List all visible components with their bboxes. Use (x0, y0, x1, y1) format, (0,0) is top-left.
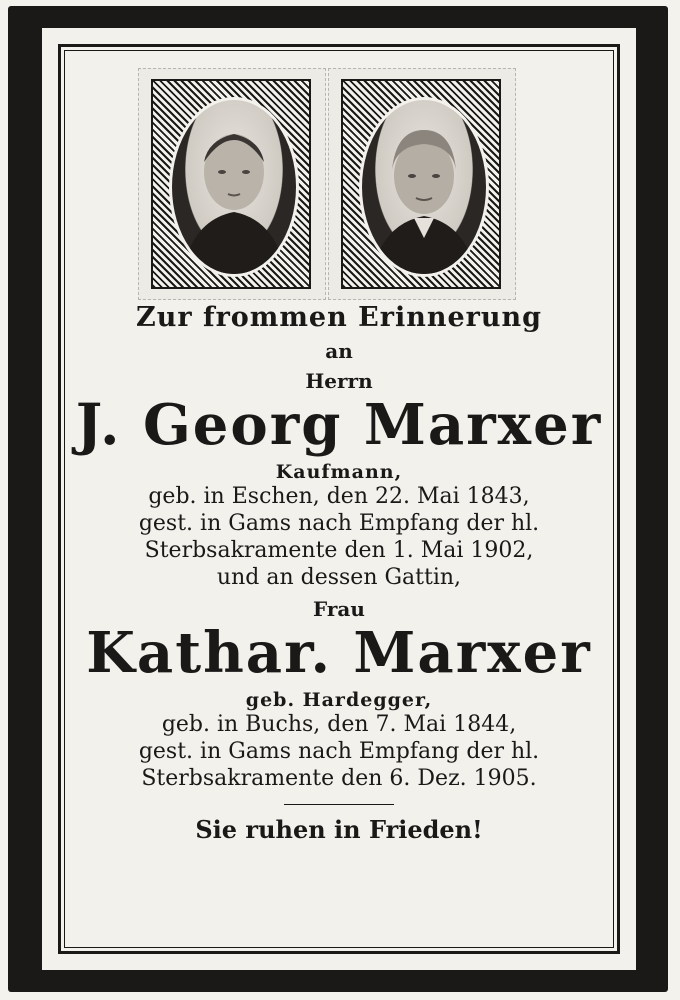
preposition-an: an (325, 339, 353, 363)
portrait-wife (169, 97, 299, 277)
wife-birth-line: geb. in Buchs, den 7. Mai 1844, (161, 712, 517, 737)
portrait-stamp-husband (328, 68, 516, 300)
husband-sacrament-line: Sterbsakramente den 1. Mai 1902, (144, 538, 534, 563)
wife-sacrament-line: Sterbsakramente den 6. Dez. 1905. (141, 766, 537, 791)
man-portrait-icon (362, 100, 486, 274)
honorific-frau: Frau (313, 597, 365, 621)
wife-maiden-name: geb. Hardegger, (245, 689, 433, 711)
divider-line (284, 804, 394, 805)
connector-line: und an dessen Gattin, (216, 565, 462, 590)
portrait-husband (359, 97, 489, 277)
memorial-card (8, 6, 668, 992)
woman-portrait-icon (172, 100, 296, 274)
portrait-stamp-wife (138, 68, 326, 300)
wife-death-line: gest. in Gams nach Empfang der hl. (138, 739, 540, 764)
honorific-herrn: Herrn (305, 369, 373, 393)
ornamental-frame (151, 79, 311, 289)
ornamental-frame (341, 79, 501, 289)
wife-name: Kathar. Marxer (86, 620, 592, 686)
husband-name: J. Georg Marxer (75, 392, 603, 458)
husband-death-line: gest. in Gams nach Empfang der hl. (138, 511, 540, 536)
card-title: Zur frommen Erinnerung (135, 302, 543, 333)
husband-birth-line: geb. in Eschen, den 22. Mai 1843, (148, 484, 530, 509)
portrait-strip (138, 68, 518, 300)
memorial-text (42, 302, 636, 844)
husband-occupation: Kaufmann, (275, 461, 403, 483)
closing-phrase: Sie ruhen in Frieden! (195, 815, 483, 844)
